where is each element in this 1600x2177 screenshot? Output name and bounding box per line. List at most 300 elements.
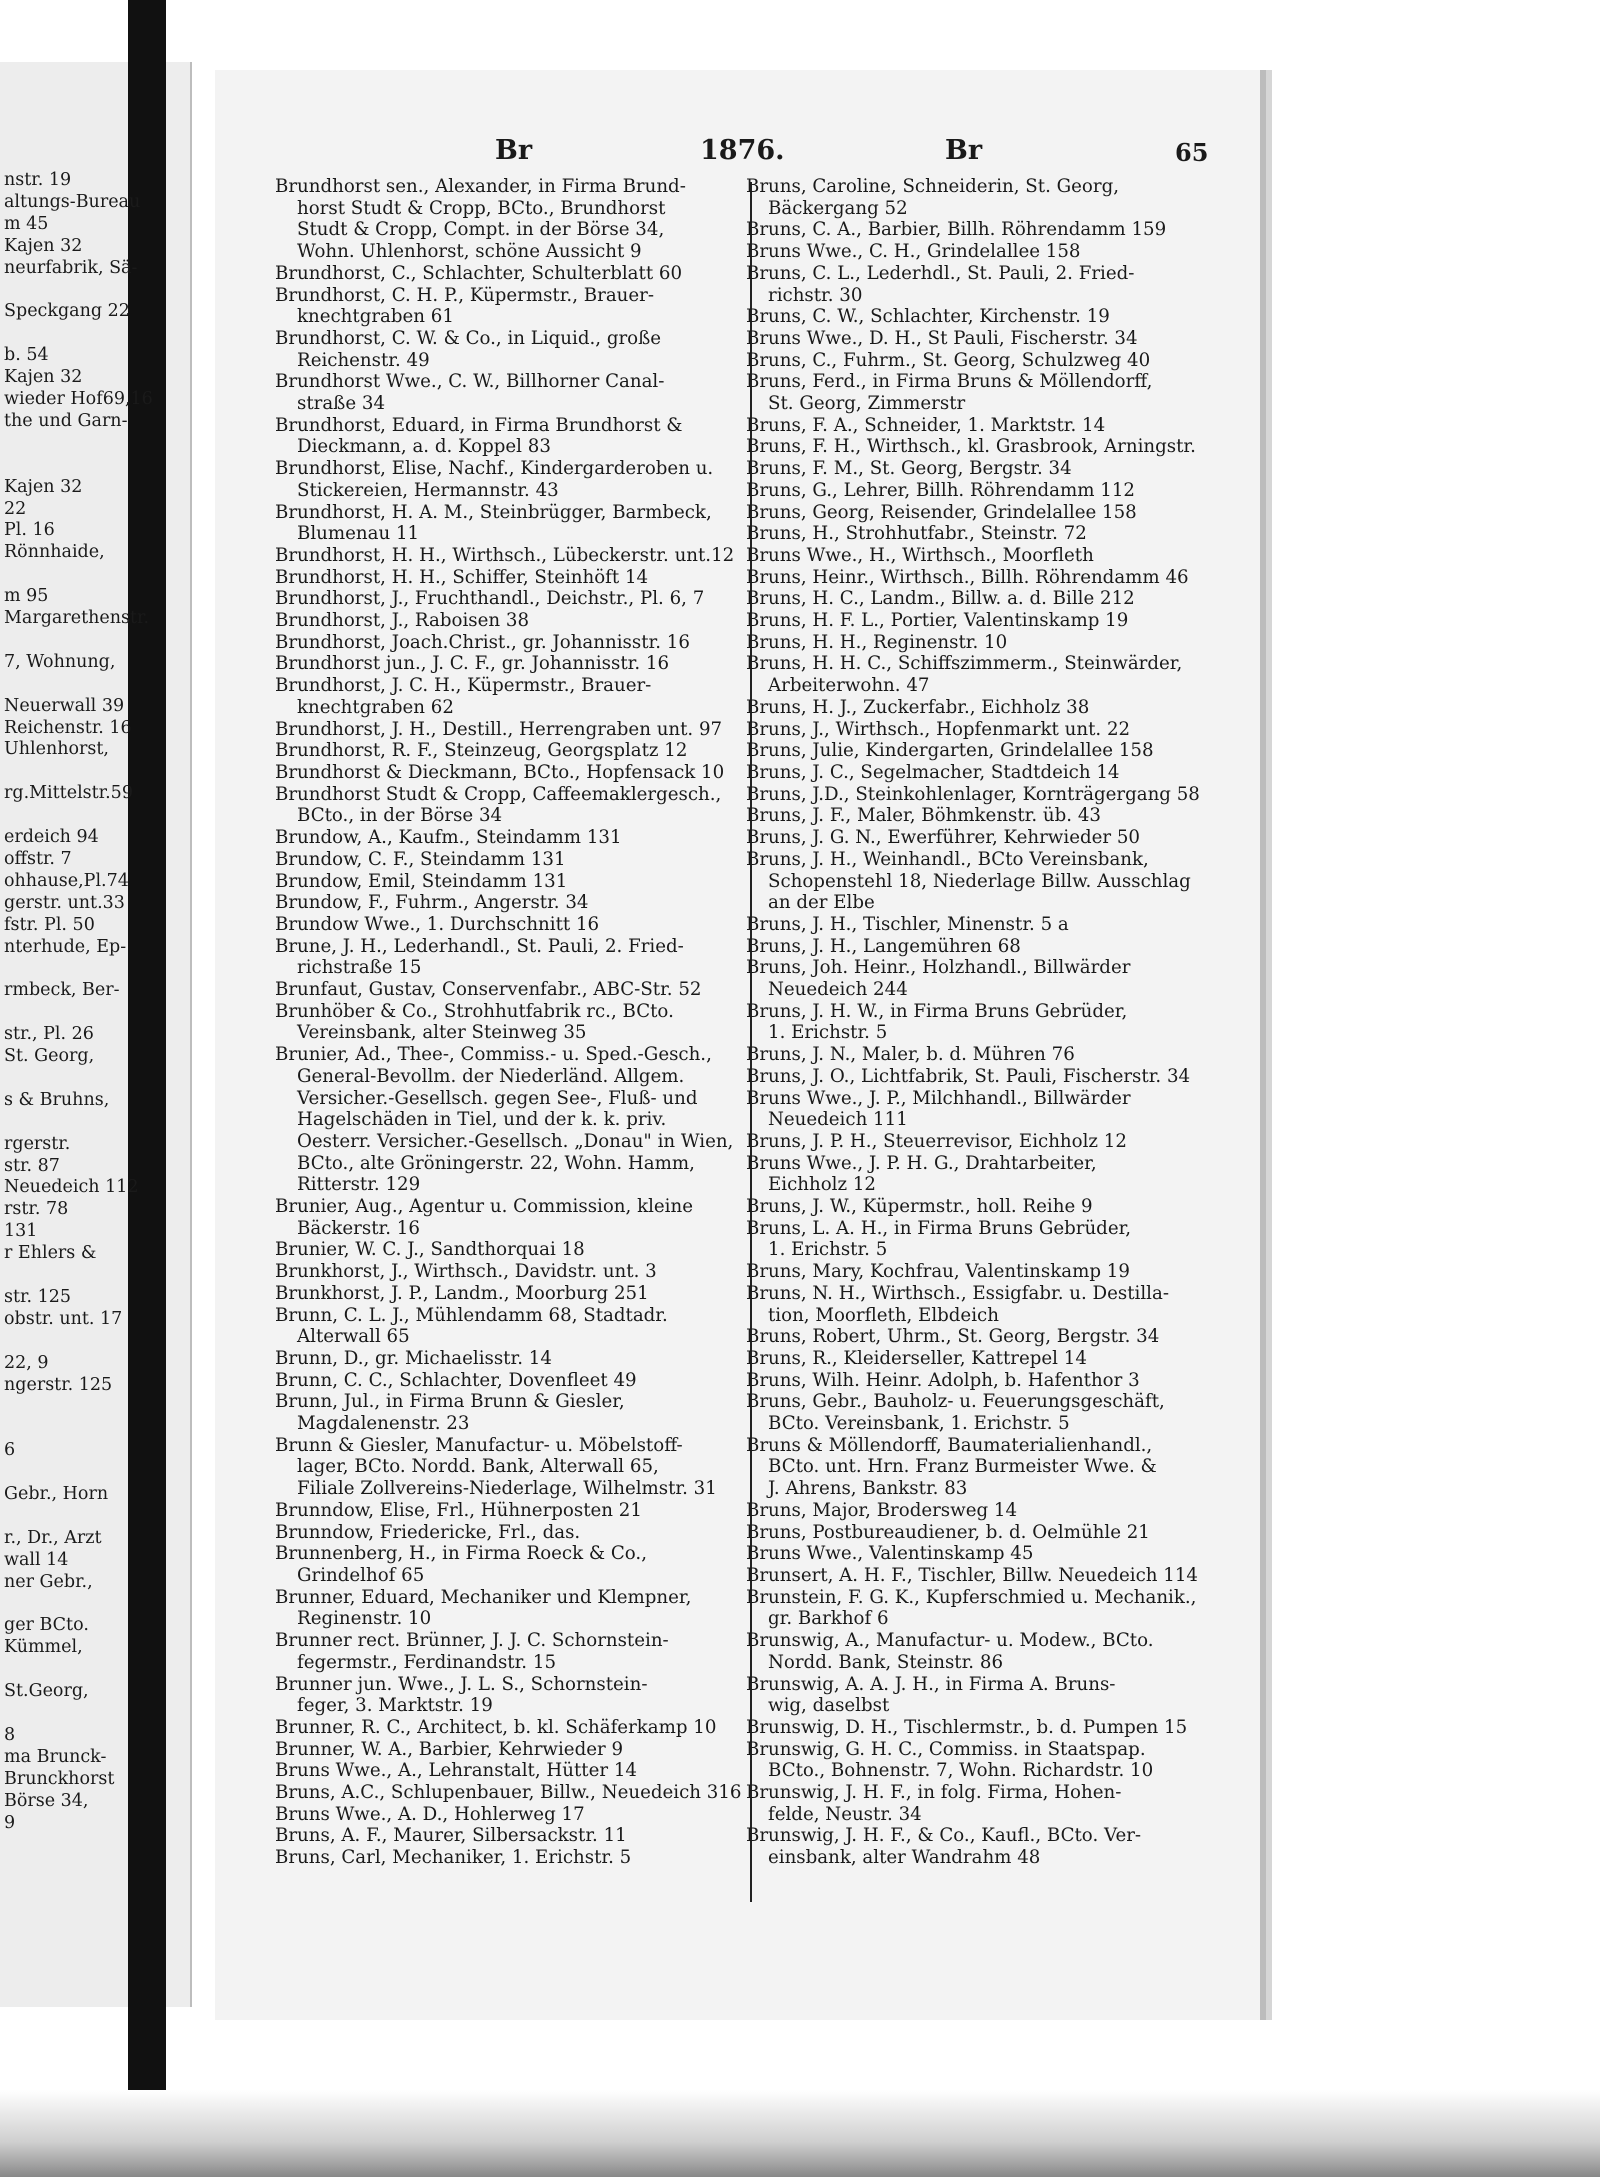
facing-page-line: Speckgang 22 (4, 301, 130, 322)
facing-page-line: nstr. 19 (4, 170, 72, 190)
entry-first-line: Brunfaut, Gustav, Conservenfabr., ABC-Str. 52 (275, 979, 702, 1001)
directory-entry (746, 1674, 1216, 1717)
directory-entry (746, 480, 1216, 502)
entry-first-line: Brunier, W. C. J., Sandthorquai 18 (275, 1239, 585, 1261)
entry-first-line: Brunstein, F. G. K., Kupferschmied u. Mechanik., (746, 1586, 1197, 1608)
facing-page-line: rg.Mittelstr.59 (4, 783, 133, 804)
directory-entry (275, 1239, 745, 1261)
entry-first-line: Bruns, J. H., Weinhandl., BCto Vereinsbank, (746, 848, 1149, 870)
facing-page-line: obstr. unt. 17 (4, 1308, 123, 1329)
directory-entry (746, 936, 1216, 958)
directory-entry (746, 1739, 1216, 1782)
entry-continuation-line: Neuedeich 244 (768, 979, 908, 1001)
entry-first-line: Brundhorst, H. H., Wirthsch., Lübeckerstr. unt.12 (275, 544, 735, 566)
facing-page-line: fstr. Pl. 50 (4, 914, 95, 935)
entry-continuation-line: gr. Barkhof 6 (768, 1608, 889, 1630)
entry-first-line: Bruns, Caroline, Schneiderin, St. Georg, (746, 176, 1119, 197)
entry-continuation-line: Nordd. Bank, Steinstr. 86 (768, 1651, 1004, 1673)
entry-continuation-line: General-Bevollm. der Niederländ. Allgem. (297, 1065, 685, 1087)
entry-continuation-line: Stickereien, Hermannstr. 43 (297, 479, 559, 501)
entry-first-line: Brundow, C. F., Steindamm 131 (275, 848, 566, 870)
facing-page-line: 8 (4, 1724, 16, 1745)
entry-first-line: Bruns, Mary, Kochfrau, Valentinskamp 19 (746, 1261, 1130, 1283)
header-right-key: Br (945, 135, 983, 166)
entry-first-line: Brunner jun. Wwe., J. L. S., Schornstein- (275, 1673, 648, 1695)
entry-first-line: Brundhorst, J., Fruchthandl., Deichstr., Pl. 6, 7 (275, 588, 705, 610)
facing-page-line: offstr. 7 (4, 848, 72, 869)
entry-continuation-line: Grindelhof 65 (297, 1565, 425, 1586)
entry-continuation-line: richstraße 15 (297, 957, 422, 979)
directory-entry (275, 1782, 745, 1804)
entry-first-line: Bruns, Robert, Uhrm., St. Georg, Bergstr. 34 (746, 1326, 1160, 1348)
entry-continuation-line: Neuedeich 111 (768, 1109, 908, 1131)
entry-first-line: Bruns, J. H. W., in Firma Bruns Gebrüder, (746, 1000, 1128, 1022)
directory-entry (746, 350, 1216, 372)
facing-page-line: ger BCto. (4, 1615, 89, 1636)
directory-entry (746, 219, 1216, 241)
directory-entry (275, 1804, 745, 1826)
entry-first-line: Bruns, H. F. L., Portier, Valentinskamp 19 (746, 610, 1129, 632)
directory-entry (746, 176, 1216, 219)
entry-first-line: Bruns Wwe., A., Lehranstalt, Hütter 14 (275, 1760, 638, 1782)
facing-page-line: m 45 (4, 213, 49, 234)
directory-entry (275, 1587, 745, 1630)
facing-page-line: 9 (4, 1812, 16, 1833)
entry-first-line: Bruns, C. L., Lederhdl., St. Pauli, 2. Fried- (746, 262, 1135, 284)
entry-continuation-line: J. Ahrens, Bankstr. 83 (768, 1478, 968, 1500)
directory-entry (746, 306, 1216, 328)
directory-entry (275, 1001, 745, 1044)
entry-first-line: Bruns, J., Wirthsch., Hopfenmarkt unt. 22 (746, 718, 1131, 740)
entry-first-line: Bruns, J. O., Lichtfabrik, St. Pauli, Fischerstr. 34 (746, 1065, 1191, 1087)
entry-continuation-line: Hagelschäden in Tiel, und der k. k. priv. (297, 1109, 667, 1131)
facing-page-line: rgerstr. (4, 1133, 71, 1154)
directory-entry (746, 849, 1216, 914)
directory-entry (275, 914, 745, 936)
page-bottom-shadow (0, 2090, 1600, 2177)
entry-first-line: Brunn, Jul., in Firma Brunn & Giesler, (275, 1391, 625, 1413)
directory-entry (746, 1500, 1216, 1522)
entry-first-line: Brundow Wwe., 1. Durchschnitt 16 (275, 913, 600, 935)
directory-entry (746, 1782, 1216, 1825)
directory-entry (746, 697, 1216, 719)
entry-first-line: Bruns, A. F., Maurer, Silbersackstr. 11 (275, 1825, 627, 1847)
directory-entry (275, 458, 745, 501)
facing-page-line: neurfabrik, Sä- (4, 257, 138, 278)
directory-entry (746, 957, 1216, 1000)
facing-page-line: Kajen 32 (4, 476, 83, 497)
entry-first-line: Bruns, H., Strohhutfabr., Steinstr. 72 (746, 523, 1087, 545)
facing-page-line: Pl. 16 (4, 520, 55, 541)
directory-entry (275, 1305, 745, 1348)
entry-first-line: Brundhorst sen., Alexander, in Firma Brund- (275, 176, 686, 197)
entry-first-line: Brundow, Emil, Steindamm 131 (275, 870, 568, 892)
directory-entry (746, 1218, 1216, 1261)
entry-first-line: Brunsert, A. H. F., Tischler, Billw. Neuedeich 114 (746, 1565, 1198, 1586)
facing-page-line: r., Dr., Arzt (4, 1527, 102, 1548)
entry-first-line: Bruns, C. W., Schlachter, Kirchenstr. 19 (746, 306, 1110, 328)
entry-continuation-line: BCto., Bohnenstr. 7, Wohn. Richardstr. 10 (768, 1760, 1154, 1782)
entry-continuation-line: Schopenstehl 18, Niederlage Billw. Ausschlag (768, 870, 1191, 892)
facing-page-line: Börse 34, (4, 1790, 89, 1811)
entry-first-line: Bruns Wwe., C. H., Grindelallee 158 (746, 241, 1081, 263)
entry-first-line: Bruns, A.C., Schlupenbauer, Billw., Neuedeich 316 (275, 1782, 742, 1804)
facing-page-line: rmbeck, Ber- (4, 980, 120, 1001)
directory-entry (275, 1348, 745, 1370)
entry-first-line: Bruns & Möllendorff, Baumaterialienhandl., (746, 1434, 1153, 1456)
directory-entry (746, 1435, 1216, 1500)
directory-entry (275, 1196, 745, 1239)
directory-entry (746, 241, 1216, 263)
page-number: 65 (1175, 138, 1209, 167)
directory-entry (275, 567, 745, 589)
directory-entry (746, 1717, 1216, 1739)
facing-page-line: gerstr. unt.33 (4, 892, 125, 913)
entry-first-line: Brundow, F., Fuhrm., Angerstr. 34 (275, 892, 589, 914)
facing-page-line: str., Pl. 26 (4, 1024, 94, 1045)
directory-entry (746, 588, 1216, 610)
directory-entry (746, 1131, 1216, 1153)
scanner-shadow-bar (128, 0, 166, 2177)
entry-continuation-line: BCto., alte Gröningerstr. 22, Wohn. Hamm, (297, 1152, 695, 1174)
directory-entry (275, 740, 745, 762)
entry-continuation-line: wig, daselbst (768, 1695, 890, 1717)
facing-page-line: m 95 (4, 586, 49, 607)
directory-entry (746, 610, 1216, 632)
entry-first-line: Bruns, H. C., Landm., Billw. a. d. Bille 212 (746, 588, 1135, 610)
directory-entry (275, 502, 745, 545)
entry-first-line: Brunswig, A., Manufactur- u. Modew., BCto. (746, 1630, 1154, 1652)
entry-continuation-line: Magdalenenstr. 23 (297, 1413, 470, 1435)
entry-first-line: Brunn, C. L. J., Mühlendamm 68, Stadtadr. (275, 1304, 668, 1326)
directory-entry (746, 1044, 1216, 1066)
directory-entry (275, 1391, 745, 1434)
entry-first-line: Bruns, F. H., Wirthsch., kl. Grasbrook, Arningstr. (746, 436, 1196, 458)
facing-page-line: Neuedeich 112 (4, 1177, 139, 1198)
facing-page-line: 7, Wohnung, (4, 651, 116, 672)
entry-first-line: Brunier, Ad., Thee-, Commiss.- u. Sped.-Gesch., (275, 1044, 712, 1066)
entry-first-line: Brunier, Aug., Agentur u. Commission, kleine (275, 1196, 693, 1218)
directory-entry (746, 1001, 1216, 1044)
directory-entry (746, 502, 1216, 524)
entry-first-line: Bruns, Georg, Reisender, Grindelallee 158 (746, 501, 1137, 523)
facing-page-line: Brunckhorst (4, 1768, 115, 1789)
directory-entry (746, 458, 1216, 480)
directory-entry (746, 632, 1216, 654)
entry-first-line: Brunn, C. C., Schlachter, Dovenfleet 49 (275, 1369, 637, 1391)
directory-entry (275, 979, 745, 1001)
entry-first-line: Brundhorst, Elise, Nachf., Kindergarderoben u. (275, 458, 714, 480)
directory-entry (746, 827, 1216, 849)
entry-continuation-line: St. Georg, Zimmerstr (768, 393, 966, 415)
directory-entry (746, 1348, 1216, 1370)
entry-continuation-line: Oesterr. Versicher.-Gesellsch. „Donau" in Wien, (297, 1130, 734, 1152)
directory-entry (275, 1500, 745, 1522)
entry-continuation-line: knechtgraben 62 (297, 696, 454, 718)
entry-first-line: Brundhorst, C. W. & Co., in Liquid., große (275, 327, 662, 349)
entry-first-line: Bruns Wwe., Valentinskamp 45 (746, 1543, 1034, 1565)
entry-continuation-line: Ritterstr. 129 (297, 1174, 421, 1196)
entry-first-line: Brundhorst, C. H. P., Küpermstr., Brauer- (275, 284, 654, 306)
facing-page-line: r Ehlers & (4, 1243, 97, 1264)
facing-page-line: str. 125 (4, 1286, 71, 1307)
entry-first-line: Brundhorst, J. H., Destill., Herrengraben unt. 97 (275, 718, 723, 740)
entry-first-line: Bruns, H. H. C., Schiffszimmerm., Steinwärder, (746, 653, 1183, 675)
facing-page-line: nterhude, Ep- (4, 936, 127, 957)
directory-entry (746, 1153, 1216, 1196)
directory-entry (275, 371, 745, 414)
facing-page-line: ohhause,Pl.74 (4, 870, 129, 891)
facing-page-line: str. 87 (4, 1155, 60, 1176)
entry-continuation-line: knechtgraben 61 (297, 306, 454, 328)
directory-entry (275, 936, 745, 979)
facing-page-line: St. Georg, (4, 1046, 95, 1066)
facing-page-line: ner Gebr., (4, 1571, 93, 1592)
entry-first-line: Brunner, W. A., Barbier, Kehrwieder 9 (275, 1738, 624, 1760)
facing-page-line: wall 14 (4, 1549, 69, 1570)
directory-entry (746, 653, 1216, 696)
entry-continuation-line: tion, Moorfleth, Elbdeich (768, 1304, 999, 1326)
entry-first-line: Bruns, Ferd., in Firma Bruns & Möllendorff, (746, 371, 1153, 393)
entry-first-line: Brundhorst Studt & Cropp, Caffeemaklergesch., (275, 783, 722, 805)
entry-first-line: Bruns Wwe., J. P. H. G., Drahtarbeiter, (746, 1152, 1097, 1174)
directory-entry (746, 1522, 1216, 1544)
facing-page-line: Kajen 32 (4, 235, 83, 256)
facing-page-line: Reichenstr. 16 (4, 717, 132, 738)
directory-entry (275, 415, 745, 458)
entry-first-line: Brundhorst, H. A. M., Steinbrügger, Barmbeck, (275, 501, 712, 523)
entry-continuation-line: Vereinsbank, alter Steinweg 35 (297, 1022, 587, 1044)
entry-first-line: Bruns, J. P. H., Steuerrevisor, Eichholz 12 (746, 1130, 1127, 1152)
entry-first-line: Bruns, Heinr., Wirthsch., Billh. Röhrendamm 46 (746, 566, 1189, 588)
entry-first-line: Brunswig, A. A. J. H., in Firma A. Bruns- (746, 1673, 1116, 1695)
entry-first-line: Brunkhorst, J., Wirthsch., Davidstr. unt. 3 (275, 1261, 657, 1283)
directory-entry (275, 762, 745, 784)
facing-page-line: ngerstr. 125 (4, 1374, 113, 1395)
directory-entry (746, 1543, 1216, 1565)
right-column (746, 176, 1216, 1869)
directory-entry (746, 805, 1216, 827)
directory-entry (275, 610, 745, 632)
directory-entry (746, 263, 1216, 306)
directory-entry (275, 827, 745, 849)
entry-first-line: Brundow, A., Kaufm., Steindamm 131 (275, 827, 622, 849)
directory-entry (275, 892, 745, 914)
directory-entry (746, 784, 1216, 806)
entry-first-line: Bruns, J. F., Maler, Böhmkenstr. üb. 43 (746, 805, 1101, 827)
entry-first-line: Brunswig, D. H., Tischlermstr., b. d. Pumpen 15 (746, 1716, 1188, 1738)
entry-first-line: Brunner, Eduard, Mechaniker und Klempner, (275, 1586, 692, 1608)
facing-page-line: wieder Hof69,16 (4, 389, 153, 409)
entry-continuation-line: straße 34 (297, 393, 386, 415)
directory-entry (746, 740, 1216, 762)
directory-entry (746, 523, 1216, 545)
facing-page-line: b. 54 (4, 345, 49, 366)
facing-page-line: erdeich 94 (4, 827, 99, 847)
entry-continuation-line: richstr. 30 (768, 284, 863, 306)
facing-page-line: 131 (4, 1221, 38, 1242)
facing-page-line: Rönnhaide, (4, 542, 105, 563)
facing-page-line: Gebr., Horn (4, 1484, 109, 1504)
entry-first-line: Brundhorst & Dieckmann, BCto., Hopfensack 10 (275, 761, 725, 783)
directory-entry (275, 1543, 745, 1586)
directory-entry (275, 1825, 745, 1847)
entry-first-line: Brundhorst, R. F., Steinzeug, Georgsplatz 12 (275, 740, 688, 762)
directory-entry (746, 1066, 1216, 1088)
entry-continuation-line: Eichholz 12 (768, 1174, 876, 1196)
entry-continuation-line: lager, BCto. Nordd. Bank, Alterwall 65, (297, 1456, 659, 1478)
entry-first-line: Bruns Wwe., H., Wirthsch., Moorfleth (746, 544, 1094, 566)
directory-entry (275, 545, 745, 567)
entry-first-line: Bruns, J. H., Tischler, Minenstr. 5 a (746, 913, 1069, 935)
facing-page-line: the und Garn- (4, 410, 128, 431)
facing-page-line: Uhlenhorst, (4, 739, 109, 760)
directory-entry (746, 762, 1216, 784)
entry-continuation-line: Versicher.-Gesellsch. gegen See-, Fluß- und (297, 1087, 698, 1109)
entry-first-line: Bruns, F. M., St. Georg, Bergstr. 34 (746, 458, 1072, 480)
entry-first-line: Bruns, Gebr., Bauholz- u. Feuerungsgeschäft, (746, 1391, 1165, 1413)
entry-continuation-line: einsbank, alter Wandrahm 48 (768, 1847, 1041, 1869)
directory-entry (275, 588, 745, 610)
directory-entry (275, 1370, 745, 1392)
entry-first-line: Bruns, Carl, Mechaniker, 1. Erichstr. 5 (275, 1847, 632, 1869)
entry-continuation-line: BCto., in der Börse 34 (297, 805, 503, 827)
entry-first-line: Bruns, R., Kleiderseller, Kattrepel 14 (746, 1347, 1087, 1369)
directory-entry (275, 1283, 745, 1305)
entry-continuation-line: Arbeiterwohn. 47 (768, 675, 930, 697)
entry-continuation-line: Bäckerstr. 16 (297, 1217, 420, 1239)
entry-continuation-line: Reichenstr. 49 (297, 349, 430, 371)
entry-continuation-line: Blumenau 11 (297, 523, 420, 545)
directory-entry (746, 436, 1216, 458)
entry-continuation-line: felde, Neustr. 34 (768, 1803, 922, 1825)
entry-first-line: Bruns, C. A., Barbier, Billh. Röhrendamm 159 (746, 219, 1167, 241)
entry-first-line: Brundhorst, Joach.Christ., gr. Johannisstr. 16 (275, 631, 690, 653)
entry-continuation-line: Alterwall 65 (297, 1326, 410, 1348)
facing-page-line: s & Bruhns, (4, 1089, 110, 1110)
entry-first-line: Bruns, F. A., Schneider, 1. Marktstr. 14 (746, 414, 1106, 436)
directory-entry (275, 675, 745, 718)
directory-entry (746, 415, 1216, 437)
entry-first-line: Bruns, J. N., Maler, b. d. Mühren 76 (746, 1044, 1075, 1066)
entry-first-line: Brunner rect. Brünner, J. J. C. Schornstein- (275, 1630, 669, 1652)
directory-entry (746, 567, 1216, 589)
directory-entry (746, 1630, 1216, 1673)
entry-first-line: Bruns, J.D., Steinkohlenlager, Kornträgergang 58 (746, 783, 1200, 805)
header-year: 1876. (700, 135, 785, 166)
directory-entry (275, 1261, 745, 1283)
facing-page-line: rstr. 78 (4, 1199, 69, 1220)
entry-first-line: Brunn, D., gr. Michaelisstr. 14 (275, 1347, 552, 1369)
entry-first-line: Brunndow, Elise, Frl., Hühnerposten 21 (275, 1499, 642, 1521)
entry-first-line: Bruns, H. J., Zuckerfabr., Eichholz 38 (746, 696, 1090, 718)
directory-entry (275, 1760, 745, 1782)
entry-continuation-line: horst Studt & Cropp, BCto., Brundhorst (297, 197, 666, 219)
entry-first-line: Bruns, J. W., Küpermstr., holl. Reihe 9 (746, 1196, 1093, 1218)
facing-page-line: St.Georg, (4, 1681, 89, 1702)
entry-first-line: Bruns, Major, Brodersweg 14 (746, 1499, 1018, 1521)
page-header (215, 135, 1215, 171)
entry-continuation-line: Wohn. Uhlenhorst, schöne Aussicht 9 (297, 241, 642, 263)
entry-first-line: Brunswig, J. H. F., in folg. Firma, Hohen- (746, 1782, 1122, 1804)
entry-continuation-line: BCto. Vereinsbank, 1. Erichstr. 5 (768, 1413, 1070, 1435)
entry-continuation-line: BCto. unt. Hrn. Franz Burmeister Wwe. & (768, 1456, 1157, 1478)
entry-continuation-line: feger, 3. Marktstr. 19 (297, 1695, 493, 1717)
entry-first-line: Brune, J. H., Lederhandl., St. Pauli, 2. Fried- (275, 935, 684, 957)
entry-first-line: Brunkhorst, J. P., Landm., Moorburg 251 (275, 1282, 649, 1304)
directory-entry (746, 1283, 1216, 1326)
entry-first-line: Brunswig, G. H. C., Commiss. in Staatspap. (746, 1738, 1146, 1760)
entry-first-line: Brundhorst, C., Schlachter, Schulterblatt 60 (275, 262, 683, 284)
directory-entry (746, 1088, 1216, 1131)
entry-continuation-line: fegermstr., Ferdinandstr. 15 (297, 1651, 557, 1673)
entry-first-line: Brunndow, Friedericke, Frl., das. (275, 1521, 581, 1543)
entry-first-line: Brunhöber & Co., Strohhutfabrik rc., BCto. (275, 1000, 674, 1022)
directory-entry (746, 545, 1216, 567)
directory-entry (746, 914, 1216, 936)
directory-entry (275, 784, 745, 827)
entry-first-line: Bruns, Joh. Heinr., Holzhandl., Billwärder (746, 957, 1131, 979)
facing-page-line: Kümmel, (4, 1637, 83, 1658)
entry-first-line: Brunner, R. C., Architect, b. kl. Schäferkamp 10 (275, 1716, 717, 1738)
entry-first-line: Bruns, C., Fuhrm., St. Georg, Schulzweg 40 (746, 349, 1151, 371)
left-column (275, 176, 745, 1869)
entry-continuation-line: an der Elbe (768, 892, 875, 914)
directory-entry (746, 1326, 1216, 1348)
directory-entry (275, 1847, 745, 1869)
directory-entry (275, 871, 745, 893)
directory-entry (275, 176, 745, 263)
facing-page-line: 22 (4, 498, 27, 519)
directory-entry (275, 849, 745, 871)
directory-entry (275, 632, 745, 654)
entry-first-line: Bruns Wwe., D. H., St Pauli, Fischerstr. 34 (746, 327, 1138, 349)
directory-entry (275, 1717, 745, 1739)
directory-entry (275, 1674, 745, 1717)
entry-first-line: Brunn & Giesler, Manufactur- u. Möbelstoff- (275, 1434, 683, 1456)
facing-page-line: 6 (4, 1440, 16, 1461)
directory-entry (746, 719, 1216, 741)
facing-page-line: Margarethenstr. (4, 608, 150, 628)
entry-first-line: Brundhorst, Eduard, in Firma Brundhorst & (275, 414, 683, 436)
entry-continuation-line: 1. Erichstr. 5 (768, 1239, 888, 1261)
directory-entry (275, 1044, 745, 1196)
entry-continuation-line: Bäckergang 52 (768, 197, 908, 219)
directory-entry (746, 1825, 1216, 1868)
entry-first-line: Bruns, J. H., Langemühren 68 (746, 935, 1021, 957)
entry-first-line: Bruns, Julie, Kindergarten, Grindelallee 158 (746, 740, 1154, 762)
entry-first-line: Bruns, G., Lehrer, Billh. Röhrendamm 112 (746, 479, 1135, 501)
directory-entry (746, 371, 1216, 414)
entry-first-line: Bruns, Wilh. Heinr. Adolph, b. Hafenthor 3 (746, 1369, 1140, 1391)
facing-page-line: ma Brunck- (4, 1746, 107, 1767)
facing-page-line: Kajen 32 (4, 367, 83, 388)
directory-entry (746, 328, 1216, 350)
directory-entry (275, 1435, 745, 1500)
entry-first-line: Bruns, H. H., Reginenstr. 10 (746, 631, 1008, 653)
entry-first-line: Bruns Wwe., J. P., Milchhandl., Billwärder (746, 1087, 1131, 1109)
directory-entry (275, 263, 745, 285)
directory-entry (746, 1196, 1216, 1218)
directory-entry (746, 1565, 1216, 1587)
facing-page-line: Neuerwall 39 (4, 695, 125, 716)
directory-entry (275, 285, 745, 328)
directory-entry (275, 328, 745, 371)
directory-entry (746, 1391, 1216, 1434)
entry-first-line: Brundhorst Wwe., C. W., Billhorner Canal- (275, 371, 665, 393)
entry-first-line: Bruns Wwe., A. D., Hohlerweg 17 (275, 1803, 585, 1825)
entry-continuation-line: Filiale Zollvereins-Niederlage, Wilhelmstr. 31 (297, 1478, 717, 1500)
